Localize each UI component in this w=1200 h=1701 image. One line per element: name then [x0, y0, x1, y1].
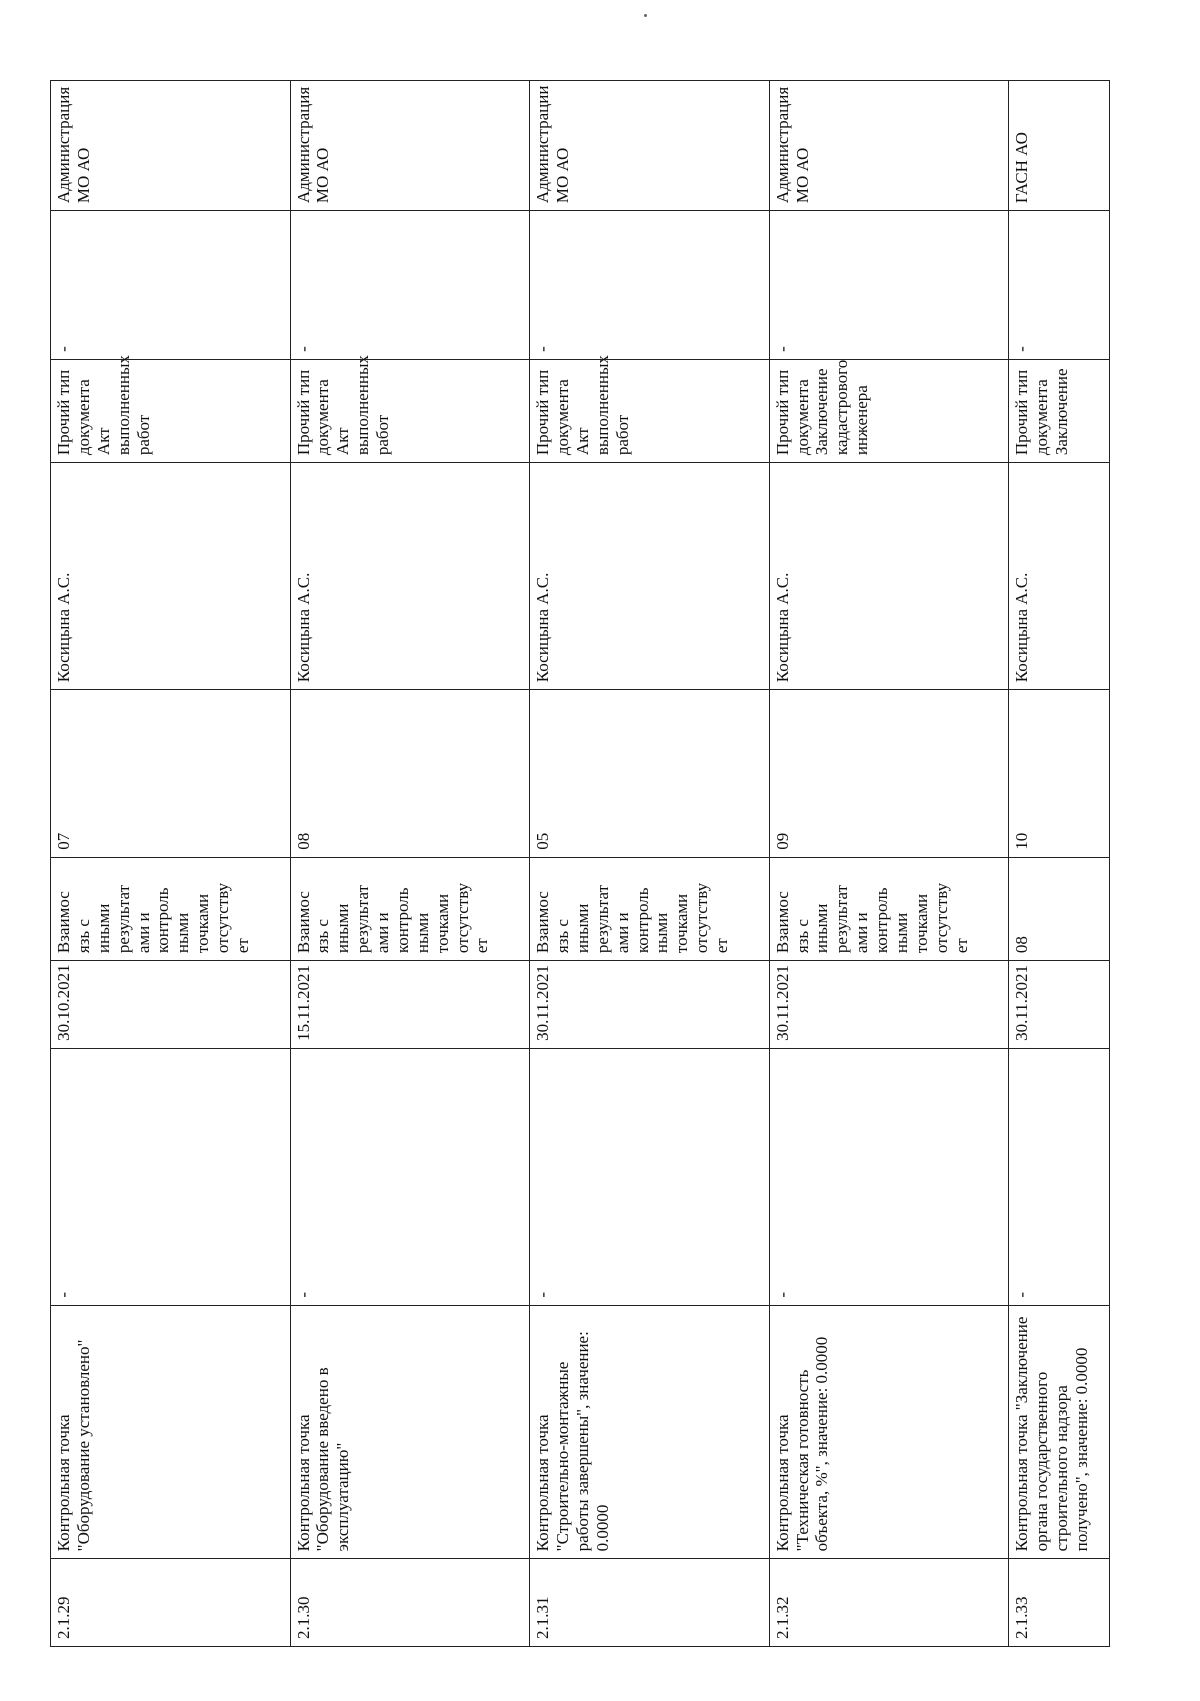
- responsible-body: Администрация МО АО: [769, 81, 1009, 211]
- control-point-name: Контрольная точка "Оборудование установлено": [51, 1305, 291, 1559]
- responsible-person: Косицына А.С.: [769, 463, 1009, 690]
- row-number: 2.1.33: [1009, 1559, 1110, 1647]
- control-point-name: Контрольная точка "Техническая готовность объекта, %", значение: 0.0000: [769, 1305, 1009, 1559]
- table-row: [530, 81, 770, 1647]
- table-row: [51, 81, 291, 1647]
- rotated-table-page: [50, 80, 1110, 1647]
- relation-text: Взаимос язь с иными результат ами и контроль ными точками отсутству ет: [530, 857, 770, 960]
- responsible-person: Косицына А.С.: [1009, 463, 1110, 690]
- responsible-body: Администрация МО АО: [51, 81, 291, 211]
- table-row: [769, 81, 1009, 1647]
- due-date: 30.11.2021: [530, 961, 770, 1049]
- row-number: 2.1.32: [769, 1559, 1009, 1647]
- due-date: 30.11.2021: [1009, 961, 1110, 1049]
- relation-text: Взаимос язь с иными результат ами и контроль ными точками отсутству ет: [51, 857, 291, 960]
- relation-text: 08: [1009, 857, 1110, 960]
- control-point-name: Контрольная точка "Оборудование введено в эксплуатацию": [290, 1305, 530, 1559]
- relation-text: Взаимос язь с иными результат ами и контроль ными точками отсутству ет: [290, 857, 530, 960]
- document-type: Прочий тип документа Заключение кадастрового инженера: [769, 359, 1009, 462]
- code: 07: [51, 690, 291, 858]
- extra-value: -: [769, 211, 1009, 360]
- document-type: Прочий тип документа Акт выполненных работ: [530, 359, 770, 462]
- code: 05: [530, 690, 770, 858]
- due-date: 15.11.2021: [290, 961, 530, 1049]
- scan-speck: [644, 14, 647, 17]
- base-value: -: [290, 1048, 530, 1305]
- responsible-body: Администрации МО АО: [530, 81, 770, 211]
- responsible-person: Косицына А.С.: [290, 463, 530, 690]
- extra-value: -: [1009, 211, 1110, 360]
- responsible-person: Косицына А.С.: [51, 463, 291, 690]
- code: 09: [769, 690, 1009, 858]
- extra-value: -: [51, 211, 291, 360]
- responsible-body: Администрация МО АО: [290, 81, 530, 211]
- control-points-table: [50, 80, 1110, 1647]
- base-value: -: [769, 1048, 1009, 1305]
- base-value: -: [530, 1048, 770, 1305]
- document-type: Прочий тип документа Заключение: [1009, 359, 1110, 462]
- table-row: [290, 81, 530, 1647]
- document-type: Прочий тип документа Акт выполненных работ: [290, 359, 530, 462]
- code: 08: [290, 690, 530, 858]
- extra-value: -: [530, 211, 770, 360]
- due-date: 30.10.2021: [51, 961, 291, 1049]
- due-date: 30.11.2021: [769, 961, 1009, 1049]
- extra-value: -: [290, 211, 530, 360]
- code: 10: [1009, 690, 1110, 858]
- table-row: [1009, 81, 1110, 1647]
- row-number: 2.1.30: [290, 1559, 530, 1647]
- row-number: 2.1.31: [530, 1559, 770, 1647]
- base-value: -: [51, 1048, 291, 1305]
- relation-text: Взаимос язь с иными результат ами и контроль ными точками отсутству ет: [769, 857, 1009, 960]
- control-point-name: Контрольная точка "Строительно-монтажные работы завершены", значение: 0.0000: [530, 1305, 770, 1559]
- base-value: -: [1009, 1048, 1110, 1305]
- control-point-name: Контрольная точка "Заключение органа государственного строительного надзора получено", значение: 0.0000: [1009, 1305, 1110, 1559]
- responsible-body: ГАСН АО: [1009, 81, 1110, 211]
- row-number: 2.1.29: [51, 1559, 291, 1647]
- responsible-person: Косицына А.С.: [530, 463, 770, 690]
- document-type: Прочий тип документа Акт выполненных работ: [51, 359, 291, 462]
